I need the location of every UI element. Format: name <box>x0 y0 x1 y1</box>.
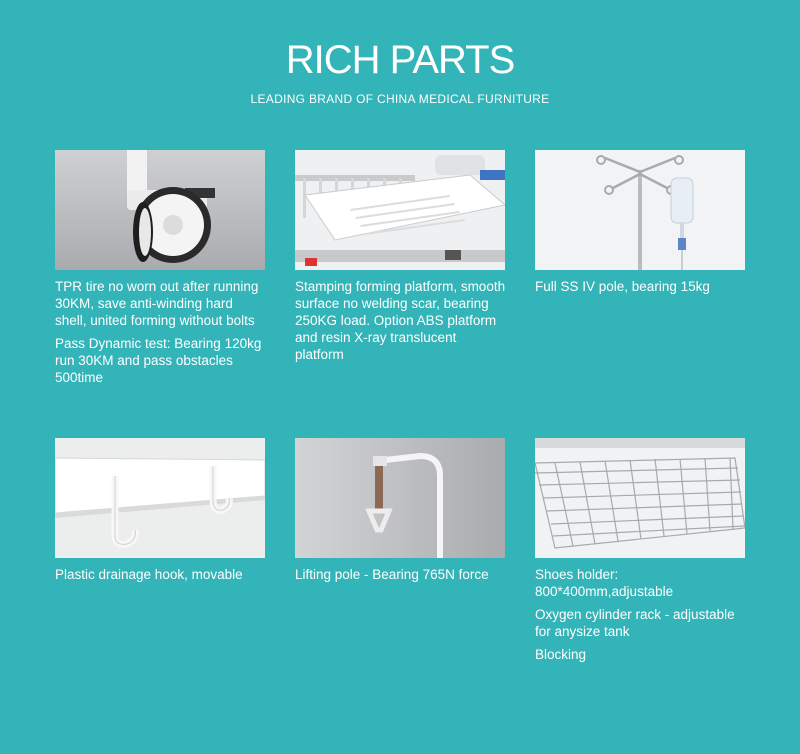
feature-text: TPR tire no worn out after running 30KM, save anti-winding hard shell, united forming without bolts <box>55 279 259 328</box>
page-subtitle: LEADING BRAND OF CHINA MEDICAL FURNITURE <box>250 92 550 106</box>
feature-text: Oxygen cylinder rack - adjustable for anysize tank <box>535 607 735 639</box>
feature-card-caster <box>55 150 267 386</box>
feature-text: Pass Dynamic test: Bearing 120kg run 30KM and pass obstacles 500time <box>55 336 262 385</box>
feature-text: Lifting pole - Bearing 765N force <box>295 567 489 582</box>
feature-card-lifting-pole <box>295 438 507 583</box>
feature-card-iv-pole <box>535 150 747 295</box>
wire-basket-photo <box>535 438 745 558</box>
feature-card-drainage-hook <box>55 438 267 583</box>
feature-text: Full SS IV pole, bearing 15kg <box>535 279 710 294</box>
caster-wheel-photo <box>55 150 265 270</box>
drainage-hook-photo <box>55 438 265 558</box>
feature-text: Plastic drainage hook, movable <box>55 567 243 582</box>
iv-pole-photo <box>535 150 745 270</box>
lifting-pole-photo <box>295 438 505 558</box>
bed-platform-photo <box>295 150 505 270</box>
feature-text: Stamping forming platform, smooth surface no welding scar, bearing 250KG load. Option ABS platform and resin X-ray translucent platform <box>295 279 506 362</box>
feature-text: Blocking <box>535 647 587 662</box>
page-title: RICH PARTS <box>285 38 515 82</box>
feature-card-platform <box>295 150 507 363</box>
feature-text: Shoes holder: 800*400mm,adjustable <box>535 567 674 599</box>
feature-card-wire-basket <box>535 438 747 663</box>
